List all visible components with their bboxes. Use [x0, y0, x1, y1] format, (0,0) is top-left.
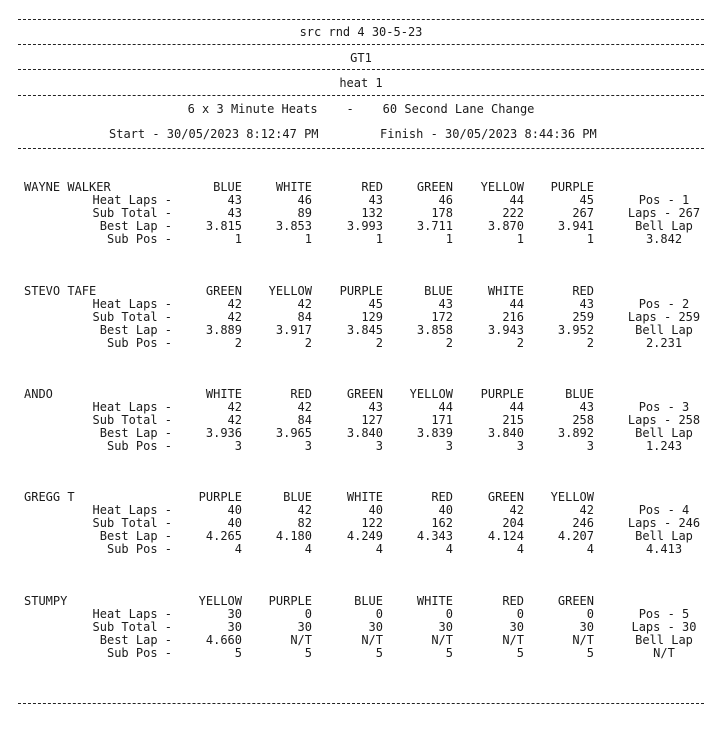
table-cell: 30 — [579, 620, 594, 634]
table-cell: 0 — [375, 607, 383, 621]
driver-result-block — [0, 388, 720, 454]
table-cell: 42 — [227, 310, 242, 324]
row-label: Best Lap - — [99, 323, 172, 337]
table-cell: 0 — [304, 607, 312, 621]
table-cell: 43 — [579, 297, 594, 311]
table-cell: 4.343 — [416, 529, 453, 543]
lane-color: PURPLE — [268, 594, 312, 608]
row-label: Sub Total - — [92, 413, 172, 427]
driver-result-block — [0, 491, 720, 557]
table-cell: 129 — [361, 310, 383, 324]
table-cell: 3.917 — [275, 323, 312, 337]
table-cell: 3.870 — [487, 219, 524, 233]
lane-color: GREEN — [416, 180, 453, 194]
bell-lap-time: 1.243 — [645, 439, 683, 453]
table-cell: 3.858 — [416, 323, 453, 337]
bell-lap-time: 3.842 — [645, 232, 683, 246]
table-cell: 43 — [227, 193, 242, 207]
event-title: src rnd 4 30-5-23 — [299, 25, 423, 39]
table-cell: 3 — [445, 439, 453, 453]
lane-color: RED — [502, 594, 524, 608]
lane-color: BLUE — [354, 594, 383, 608]
driver-result-block — [0, 285, 720, 351]
row-label: Best Lap - — [99, 633, 172, 647]
bell-lap-time: 4.413 — [645, 542, 683, 556]
driver-result-block — [0, 595, 720, 661]
table-cell: 43 — [438, 297, 453, 311]
table-cell: 42 — [227, 413, 242, 427]
driver-name: WAYNE WALKER — [24, 180, 111, 194]
table-cell: 45 — [368, 297, 383, 311]
bell-lap-label: Bell Lap — [635, 323, 693, 337]
table-cell: 222 — [502, 206, 524, 220]
total-laps: Laps - 259 — [627, 310, 701, 324]
table-cell: 1 — [234, 232, 242, 246]
table-cell: 3.839 — [416, 426, 453, 440]
table-cell: 3.840 — [487, 426, 524, 440]
table-cell: 259 — [572, 310, 594, 324]
table-cell: 216 — [502, 310, 524, 324]
lane-color: YELLOW — [480, 180, 524, 194]
row-label: Sub Pos - — [106, 439, 172, 453]
table-cell: 1 — [375, 232, 383, 246]
table-cell: 3.889 — [205, 323, 242, 337]
table-cell: 4 — [516, 542, 524, 556]
table-cell: 3 — [375, 439, 383, 453]
table-cell: 42 — [509, 503, 524, 517]
bell-lap-label: Bell Lap — [635, 219, 693, 233]
table-cell: 3.943 — [487, 323, 524, 337]
final-position: Pos - 1 — [638, 193, 690, 207]
table-cell: 89 — [297, 206, 312, 220]
table-cell: 215 — [502, 413, 524, 427]
bell-lap-time: N/T — [653, 646, 675, 660]
table-cell: 84 — [297, 413, 312, 427]
table-cell: 44 — [509, 193, 524, 207]
table-cell: 4.265 — [205, 529, 242, 543]
table-cell: 4 — [375, 542, 383, 556]
driver-name: STEVO TAFE — [24, 284, 97, 298]
lane-color: PURPLE — [339, 284, 383, 298]
table-cell: 30 — [227, 620, 242, 634]
lane-color: GREEN — [487, 490, 524, 504]
table-cell: 40 — [438, 503, 453, 517]
table-cell: 43 — [227, 206, 242, 220]
table-cell: 42 — [297, 297, 312, 311]
lane-color: GREEN — [205, 284, 242, 298]
row-label: Best Lap - — [99, 529, 172, 543]
table-cell: 3.952 — [557, 323, 594, 337]
table-cell: 42 — [227, 297, 242, 311]
table-cell: 4 — [234, 542, 242, 556]
row-label: Sub Total - — [92, 516, 172, 530]
row-label: Heat Laps - — [92, 400, 172, 414]
table-cell: 30 — [297, 620, 312, 634]
row-label: Heat Laps - — [92, 297, 172, 311]
heat-title: heat 1 — [339, 76, 383, 90]
table-cell: 5 — [234, 646, 242, 660]
table-cell: 122 — [361, 516, 383, 530]
table-cell: 172 — [431, 310, 453, 324]
table-cell: 2 — [586, 336, 594, 350]
final-position: Pos - 2 — [638, 297, 690, 311]
lane-color: WHITE — [275, 180, 312, 194]
driver-name: STUMPY — [24, 594, 68, 608]
row-label: Best Lap - — [99, 426, 172, 440]
table-cell: N/T — [572, 633, 594, 647]
table-cell: 2 — [445, 336, 453, 350]
finish-time: Finish - 30/05/2023 8:44:36 PM — [380, 127, 597, 141]
lane-color: RED — [361, 180, 383, 194]
table-cell: 4.124 — [487, 529, 524, 543]
divider — [18, 44, 704, 45]
table-cell: 3.853 — [275, 219, 312, 233]
table-cell: 3.845 — [346, 323, 383, 337]
divider — [18, 69, 704, 70]
lane-color: BLUE — [283, 490, 312, 504]
table-cell: 44 — [509, 297, 524, 311]
final-position: Pos - 5 — [638, 607, 690, 621]
table-cell: 4.207 — [557, 529, 594, 543]
table-cell: N/T — [431, 633, 453, 647]
table-cell: 0 — [586, 607, 594, 621]
bell-lap-time: 2.231 — [645, 336, 683, 350]
table-cell: 42 — [227, 400, 242, 414]
table-cell: 5 — [586, 646, 594, 660]
table-cell: N/T — [290, 633, 312, 647]
table-cell: 3.941 — [557, 219, 594, 233]
table-cell: 43 — [368, 193, 383, 207]
table-cell: 4.249 — [346, 529, 383, 543]
driver-name: GREGG T — [24, 490, 75, 504]
row-label: Heat Laps - — [92, 193, 172, 207]
table-cell: 43 — [368, 400, 383, 414]
table-cell: 42 — [297, 503, 312, 517]
table-cell: 46 — [297, 193, 312, 207]
lane-color: YELLOW — [198, 594, 242, 608]
table-cell: 1 — [304, 232, 312, 246]
table-cell: 3.965 — [275, 426, 312, 440]
divider — [18, 148, 704, 149]
divider — [18, 19, 704, 20]
table-cell: 40 — [368, 503, 383, 517]
bell-lap-label: Bell Lap — [635, 529, 693, 543]
lane-color: YELLOW — [409, 387, 453, 401]
start-time: Start - 30/05/2023 8:12:47 PM — [109, 127, 319, 141]
total-laps: Laps - 30 — [631, 620, 697, 634]
table-cell: 4.660 — [205, 633, 242, 647]
table-cell: 42 — [297, 400, 312, 414]
total-laps: Laps - 267 — [627, 206, 701, 220]
row-label: Sub Pos - — [106, 232, 172, 246]
row-label: Sub Pos - — [106, 336, 172, 350]
lane-color: RED — [431, 490, 453, 504]
driver-result-block — [0, 181, 720, 247]
table-cell: 4 — [586, 542, 594, 556]
table-cell: 5 — [445, 646, 453, 660]
table-cell: 3 — [586, 439, 594, 453]
table-cell: 3.815 — [205, 219, 242, 233]
table-cell: 132 — [361, 206, 383, 220]
table-cell: 2 — [516, 336, 524, 350]
row-label: Sub Total - — [92, 620, 172, 634]
table-cell: 127 — [361, 413, 383, 427]
table-cell: 2 — [304, 336, 312, 350]
lane-color: PURPLE — [198, 490, 242, 504]
table-cell: 44 — [438, 400, 453, 414]
lane-color: WHITE — [416, 594, 453, 608]
table-cell: 40 — [227, 503, 242, 517]
table-cell: 3.892 — [557, 426, 594, 440]
final-position: Pos - 4 — [638, 503, 690, 517]
lane-color: WHITE — [487, 284, 524, 298]
lane-color: RED — [572, 284, 594, 298]
table-cell: 1 — [586, 232, 594, 246]
row-label: Heat Laps - — [92, 503, 172, 517]
table-cell: 30 — [227, 607, 242, 621]
lane-color: GREEN — [346, 387, 383, 401]
table-cell: 178 — [431, 206, 453, 220]
table-cell: 3.711 — [416, 219, 453, 233]
race-format: 6 x 3 Minute Heats - 60 Second Lane Change — [187, 102, 535, 116]
table-cell: 30 — [368, 620, 383, 634]
table-cell: 45 — [579, 193, 594, 207]
table-cell: 3 — [516, 439, 524, 453]
table-cell: 40 — [227, 516, 242, 530]
class-title: GT1 — [350, 51, 372, 65]
lane-color: BLUE — [565, 387, 594, 401]
table-cell: 30 — [438, 620, 453, 634]
row-label: Sub Total - — [92, 310, 172, 324]
table-cell: 258 — [572, 413, 594, 427]
table-cell: 2 — [234, 336, 242, 350]
table-cell: N/T — [361, 633, 383, 647]
bell-lap-label: Bell Lap — [635, 633, 693, 647]
table-cell: 171 — [431, 413, 453, 427]
table-cell: 3 — [234, 439, 242, 453]
table-cell: 5 — [304, 646, 312, 660]
table-cell: 46 — [438, 193, 453, 207]
row-label: Sub Total - — [92, 206, 172, 220]
row-label: Sub Pos - — [106, 542, 172, 556]
table-cell: 2 — [375, 336, 383, 350]
lane-color: BLUE — [213, 180, 242, 194]
table-cell: 0 — [516, 607, 524, 621]
table-cell: 1 — [445, 232, 453, 246]
table-cell: 0 — [445, 607, 453, 621]
lane-color: PURPLE — [480, 387, 524, 401]
row-label: Sub Pos - — [106, 646, 172, 660]
row-label: Heat Laps - — [92, 607, 172, 621]
lane-color: WHITE — [205, 387, 242, 401]
table-cell: 3.936 — [205, 426, 242, 440]
table-cell: 30 — [509, 620, 524, 634]
table-cell: 267 — [572, 206, 594, 220]
table-cell: 246 — [572, 516, 594, 530]
divider — [18, 95, 704, 96]
table-cell: 4 — [445, 542, 453, 556]
lane-color: BLUE — [424, 284, 453, 298]
final-position: Pos - 3 — [638, 400, 690, 414]
driver-name: ANDO — [24, 387, 53, 401]
total-laps: Laps - 258 — [627, 413, 701, 427]
table-cell: 82 — [297, 516, 312, 530]
lane-color: GREEN — [557, 594, 594, 608]
table-cell: 5 — [516, 646, 524, 660]
table-cell: 3 — [304, 439, 312, 453]
lane-color: PURPLE — [550, 180, 594, 194]
table-cell: 3.840 — [346, 426, 383, 440]
table-cell: 4 — [304, 542, 312, 556]
table-cell: 42 — [579, 503, 594, 517]
table-cell: 4.180 — [275, 529, 312, 543]
total-laps: Laps - 246 — [627, 516, 701, 530]
lane-color: YELLOW — [268, 284, 312, 298]
table-cell: 1 — [516, 232, 524, 246]
row-label: Best Lap - — [99, 219, 172, 233]
bell-lap-label: Bell Lap — [635, 426, 693, 440]
table-cell: N/T — [502, 633, 524, 647]
lane-color: YELLOW — [550, 490, 594, 504]
lane-color: WHITE — [346, 490, 383, 504]
lane-color: RED — [290, 387, 312, 401]
table-cell: 204 — [502, 516, 524, 530]
table-cell: 3.993 — [346, 219, 383, 233]
table-cell: 162 — [431, 516, 453, 530]
table-cell: 43 — [579, 400, 594, 414]
table-cell: 5 — [375, 646, 383, 660]
table-cell: 84 — [297, 310, 312, 324]
divider — [18, 703, 704, 704]
table-cell: 44 — [509, 400, 524, 414]
